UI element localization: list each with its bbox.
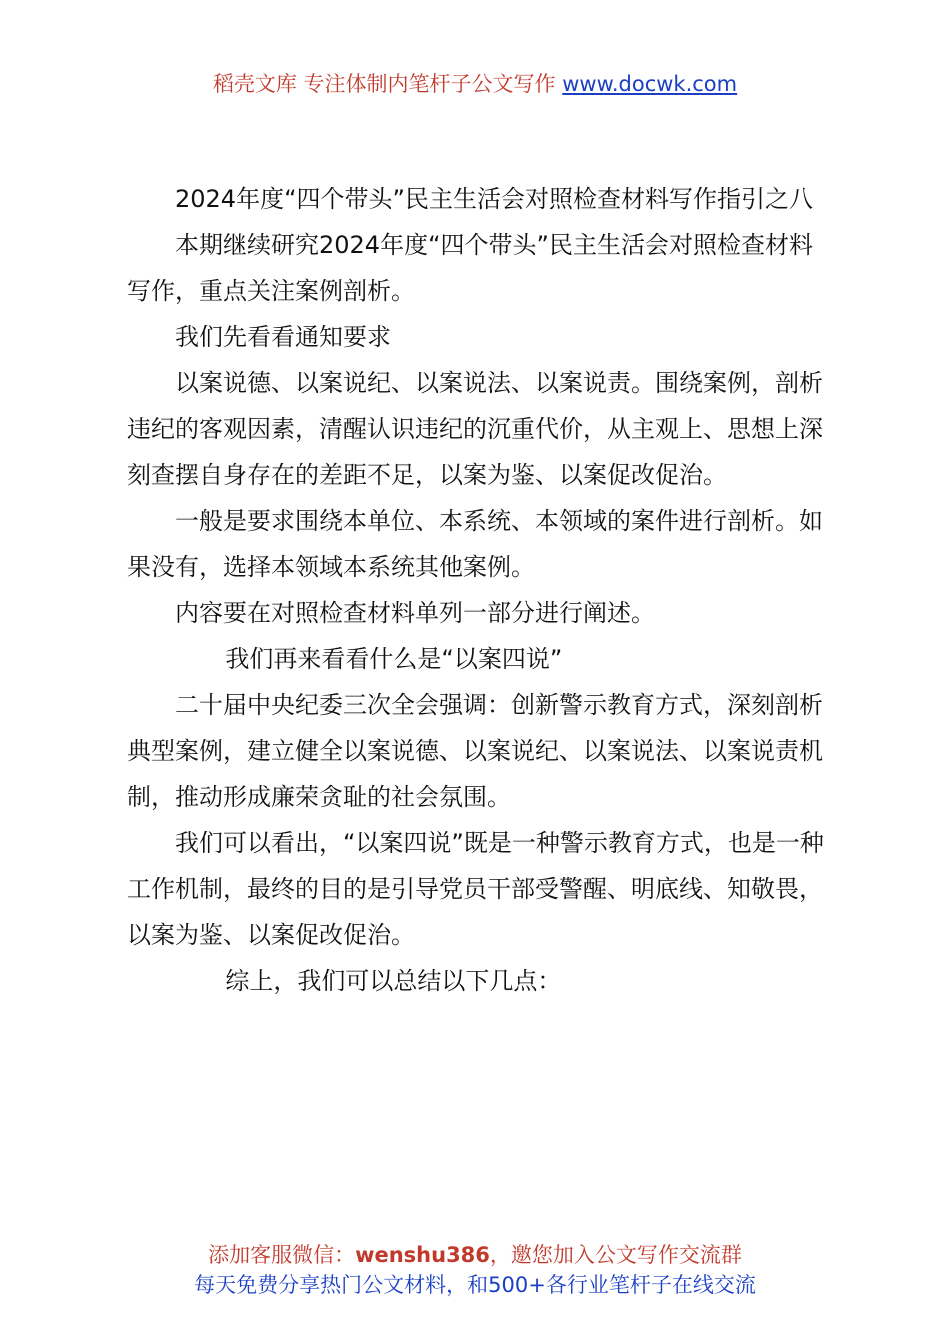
paragraph: 内容要在对照检查材料单列一部分进行阐述。: [175, 599, 655, 627]
brand-text: 稻壳文库 专注体制内笔杆子公文写作: [212, 72, 556, 96]
paragraph: 一般是要求围绕本单位、本系统、本领域的案件进行剖析。如果没有，选择本领域本系统其他案例。: [127, 507, 823, 581]
wechat-id: wenshu386: [355, 1243, 490, 1267]
document-body: [127, 176, 832, 1004]
site-link[interactable]: www.docwk.com: [562, 72, 738, 96]
paragraph: 我们可以看出，“以案四说”既是一种警示教育方式，也是一种工作机制，最终的目的是引导党员干部受警醒、明底线、知敬畏，以案为鉴、以案促改促治。: [127, 829, 824, 949]
paragraph: 我们再来看看什么是“以案四说”: [225, 645, 563, 673]
paragraph: 本期继续研究2024年度“四个带头”民主生活会对照检查材料写作，重点关注案例剖析。: [127, 231, 813, 305]
watermark-footer: [0, 1240, 950, 1300]
paragraph: 综上，我们可以总结以下几点：: [225, 967, 562, 995]
document-title: 2024年度“四个带头”民主生活会对照检查材料写作指引之八: [175, 185, 813, 213]
footer-line-1: [0, 1240, 950, 1270]
footer-prefix: 添加客服微信：: [208, 1243, 356, 1267]
paragraph: 二十届中央纪委三次全会强调：创新警示教育方式，深刻剖析典型案例，建立健全以案说德、以案说纪、以案说法、以案说责机制，推动形成廉荣贪耻的社会氛围。: [127, 691, 823, 811]
paragraph: 以案说德、以案说纪、以案说法、以案说责。围绕案例，剖析违纪的客观因素，清醒认识违纪的沉重代价，从主观上、思想上深刻查摆自身存在的差距不足，以案为鉴、以案促改促治。: [127, 369, 823, 489]
footer-line-2: 每天免费分享热门公文材料，和500+各行业笔杆子在线交流: [194, 1273, 756, 1297]
paragraph: 我们先看看通知要求: [175, 323, 391, 351]
watermark-header: [0, 70, 950, 98]
footer-suffix: ，邀您加入公文写作交流群: [489, 1243, 742, 1267]
